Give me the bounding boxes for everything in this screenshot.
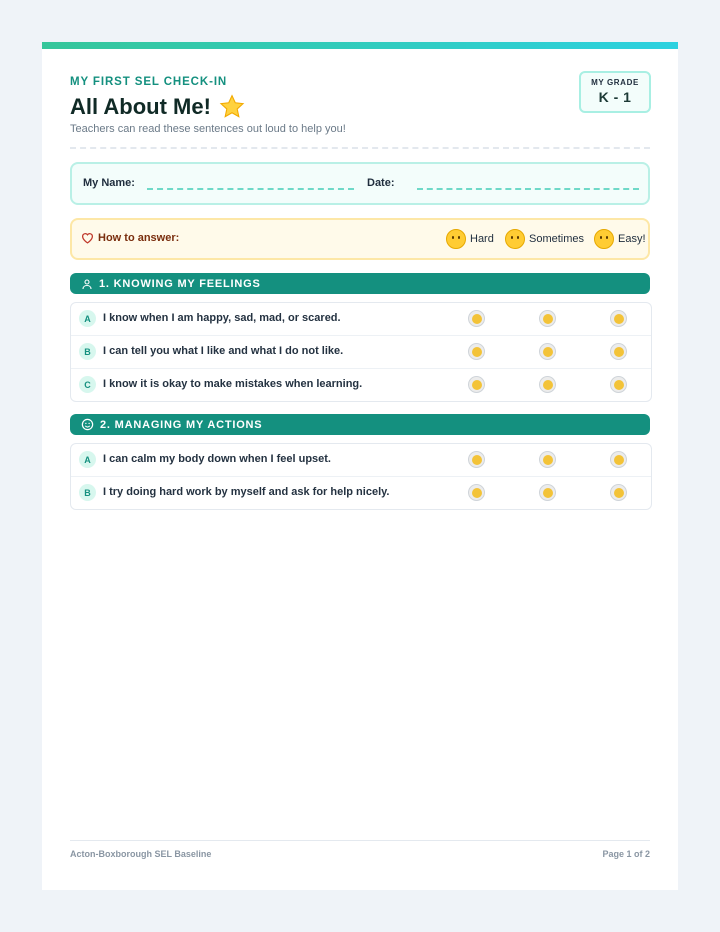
grade-label: MY GRADE [591,78,639,87]
name-date-row [70,162,650,205]
legend-easy-label: Easy! [618,233,646,245]
star-icon [219,94,245,120]
legend-hard-label: Hard [470,233,494,245]
person-icon [81,278,93,290]
hard-face-option[interactable] [468,484,485,501]
page-title [70,94,245,120]
easy-face-option[interactable] [610,310,627,327]
page-number: Page 1 of 2 [602,849,650,859]
question-text: I know it is okay to make mistakes when learning. [103,378,363,390]
header-divider [70,147,650,149]
question-letter: B [79,343,96,360]
section-title: 2. MANAGING MY ACTIONS [100,418,263,431]
crying-face-icon [446,229,466,249]
question-row [71,303,651,336]
easy-face-option[interactable] [610,451,627,468]
legend-hard [446,229,494,249]
hard-face-option[interactable] [468,343,485,360]
worksheet-page [42,42,678,890]
legend-sometimes [505,229,584,249]
question-letter: B [79,484,96,501]
legend-heading [81,232,179,244]
eyebrow-label: MY FIRST SEL CHECK-IN [70,76,228,88]
question-text: I try doing hard work by myself and ask for help nicely. [103,486,390,498]
section-header-actions [70,414,650,435]
question-row [71,444,651,477]
legend-sometimes-label: Sometimes [529,233,585,245]
easy-face-option[interactable] [610,484,627,501]
happy-face-icon [594,229,614,249]
footer-divider [70,840,650,841]
footer-source: Acton-Boxborough SEL Baseline [70,849,212,859]
question-row [71,336,651,369]
legend-title: How to answer: [98,232,180,244]
date-field[interactable] [417,188,639,190]
top-accent-bar [42,42,678,49]
grade-box [579,71,651,113]
question-letter: A [79,451,96,468]
question-text: I can calm my body down when I feel upset. [103,453,331,465]
question-row [71,477,651,509]
page-subtitle: Teachers can read these sentences out loud to help you! [70,123,346,135]
neutral-face-icon [505,229,525,249]
easy-face-option[interactable] [610,343,627,360]
hard-face-option[interactable] [468,310,485,327]
easy-face-option[interactable] [610,376,627,393]
sometimes-face-option[interactable] [539,484,556,501]
question-row [71,369,651,401]
question-letter: C [79,376,96,393]
hard-face-option[interactable] [468,451,485,468]
legend-easy [594,229,646,249]
section-header-feelings [70,273,650,294]
question-list-feelings [70,302,652,402]
heart-icon [81,232,94,244]
sometimes-face-option[interactable] [539,310,556,327]
section-title: 1. KNOWING MY FEELINGS [99,277,261,290]
hard-face-option[interactable] [468,376,485,393]
date-label: Date: [367,177,395,189]
title-text: All About Me! [70,94,211,119]
question-list-actions [70,443,652,510]
answer-legend [70,218,650,260]
grade-value: K - 1 [598,89,632,105]
smile-icon [81,418,94,431]
question-text: I know when I am happy, sad, mad, or scared. [103,312,341,324]
sometimes-face-option[interactable] [539,376,556,393]
question-text: I can tell you what I like and what I do not like. [103,345,344,357]
sometimes-face-option[interactable] [539,343,556,360]
name-field[interactable] [147,188,354,190]
question-letter: A [79,310,96,327]
sometimes-face-option[interactable] [539,451,556,468]
name-label: My Name: [83,177,135,189]
